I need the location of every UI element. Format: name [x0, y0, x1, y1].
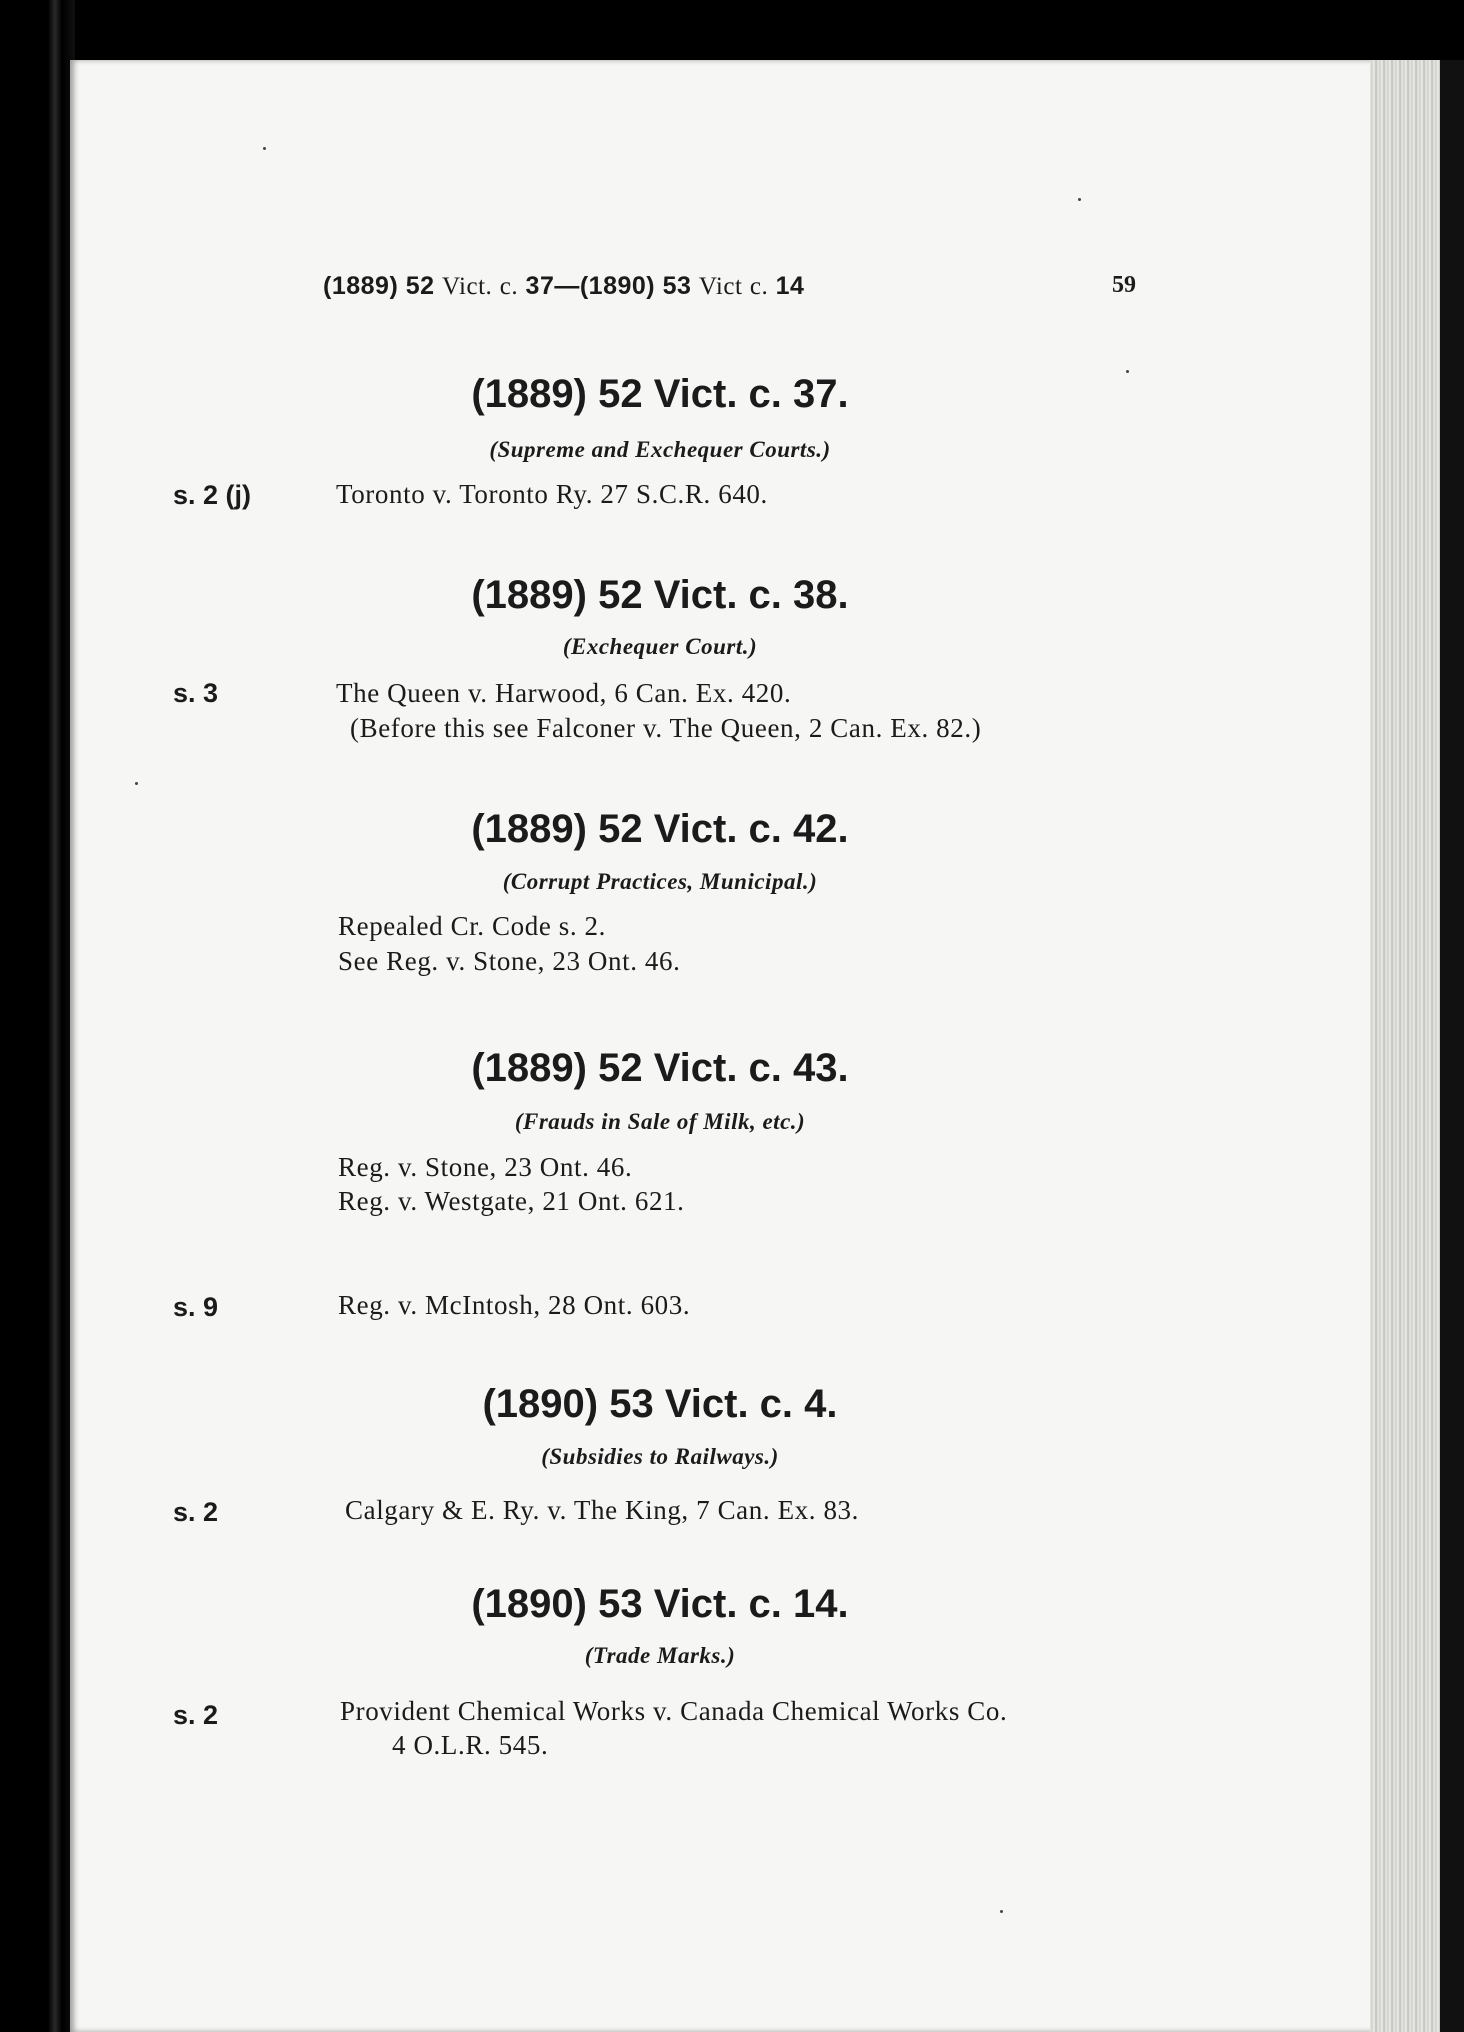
section-heading: (1889) 52 Vict. c. 43. — [471, 1046, 849, 1090]
citation-line: Reg. v. Stone, 23 Ont. 46. — [338, 1152, 633, 1182]
running-head-part: (1889) — [323, 272, 399, 300]
section-heading: (1890) 53 Vict. c. 4. — [482, 1382, 838, 1426]
scan-speck — [1126, 370, 1129, 373]
citation-line: See Reg. v. Stone, 23 Ont. 46. — [338, 946, 681, 976]
running-head-part: 14 — [775, 272, 805, 300]
page-number: 59 — [1112, 272, 1136, 298]
citation-line: The Queen v. Harwood, 6 Can. Ex. 420. — [336, 678, 792, 708]
running-head-part: Vict — [698, 273, 743, 300]
running-head-part: 37—(1890) — [525, 272, 656, 300]
running-head-part: 53 — [662, 272, 692, 300]
section-subheading: (Corrupt Practices, Municipal.) — [502, 869, 818, 894]
section-subheading: (Subsidies to Railways.) — [541, 1444, 779, 1469]
section-label: s. 2 — [173, 1497, 219, 1527]
running-head-part: c. — [749, 273, 769, 300]
citation-line: 4 O.L.R. 545. — [392, 1730, 549, 1760]
scan-speck — [135, 782, 138, 785]
citation-line: Reg. v. Westgate, 21 Ont. 621. — [338, 1186, 685, 1216]
section-heading: (1889) 52 Vict. c. 37. — [471, 372, 849, 416]
citation-line: (Before this see Falconer v. The Queen, 2 Can. Ex. 82.) — [350, 713, 982, 743]
citation-line: Provident Chemical Works v. Canada Chemical Works Co. — [340, 1696, 1008, 1726]
section-subheading: (Supreme and Exchequer Courts.) — [489, 437, 831, 462]
page-edges-shadow — [1440, 60, 1464, 2032]
citation-line: Toronto v. Toronto Ry. 27 S.C.R. 640. — [336, 479, 768, 509]
citation-line: Repealed Cr. Code s. 2. — [338, 911, 607, 941]
scan-speck — [1078, 198, 1081, 201]
scan-speck — [263, 147, 266, 150]
running-head — [323, 272, 804, 301]
section-label: s. 2 — [173, 1700, 219, 1730]
section-label: s. 3 — [173, 678, 219, 708]
page-edges — [1370, 60, 1440, 2032]
section-heading: (1890) 53 Vict. c. 14. — [471, 1582, 849, 1626]
section-subheading: (Trade Marks.) — [584, 1643, 736, 1668]
section-label: s. 9 — [173, 1292, 219, 1322]
scan-speck — [1000, 1910, 1003, 1913]
section-subheading: (Frauds in Sale of Milk, etc.) — [514, 1109, 806, 1134]
running-head-part: 52 — [405, 272, 435, 300]
citation-line: Reg. v. McIntosh, 28 Ont. 603. — [338, 1290, 691, 1320]
section-heading: (1889) 52 Vict. c. 42. — [471, 807, 849, 851]
section-heading: (1889) 52 Vict. c. 38. — [471, 573, 849, 617]
section-label: s. 2 (j) — [173, 480, 252, 510]
running-head-part: Vict. — [441, 273, 493, 300]
running-head-part: c. — [499, 273, 519, 300]
book-spine-shadow — [0, 0, 75, 2032]
section-subheading: (Exchequer Court.) — [562, 634, 758, 659]
citation-line: Calgary & E. Ry. v. The King, 7 Can. Ex. 83. — [345, 1495, 860, 1525]
